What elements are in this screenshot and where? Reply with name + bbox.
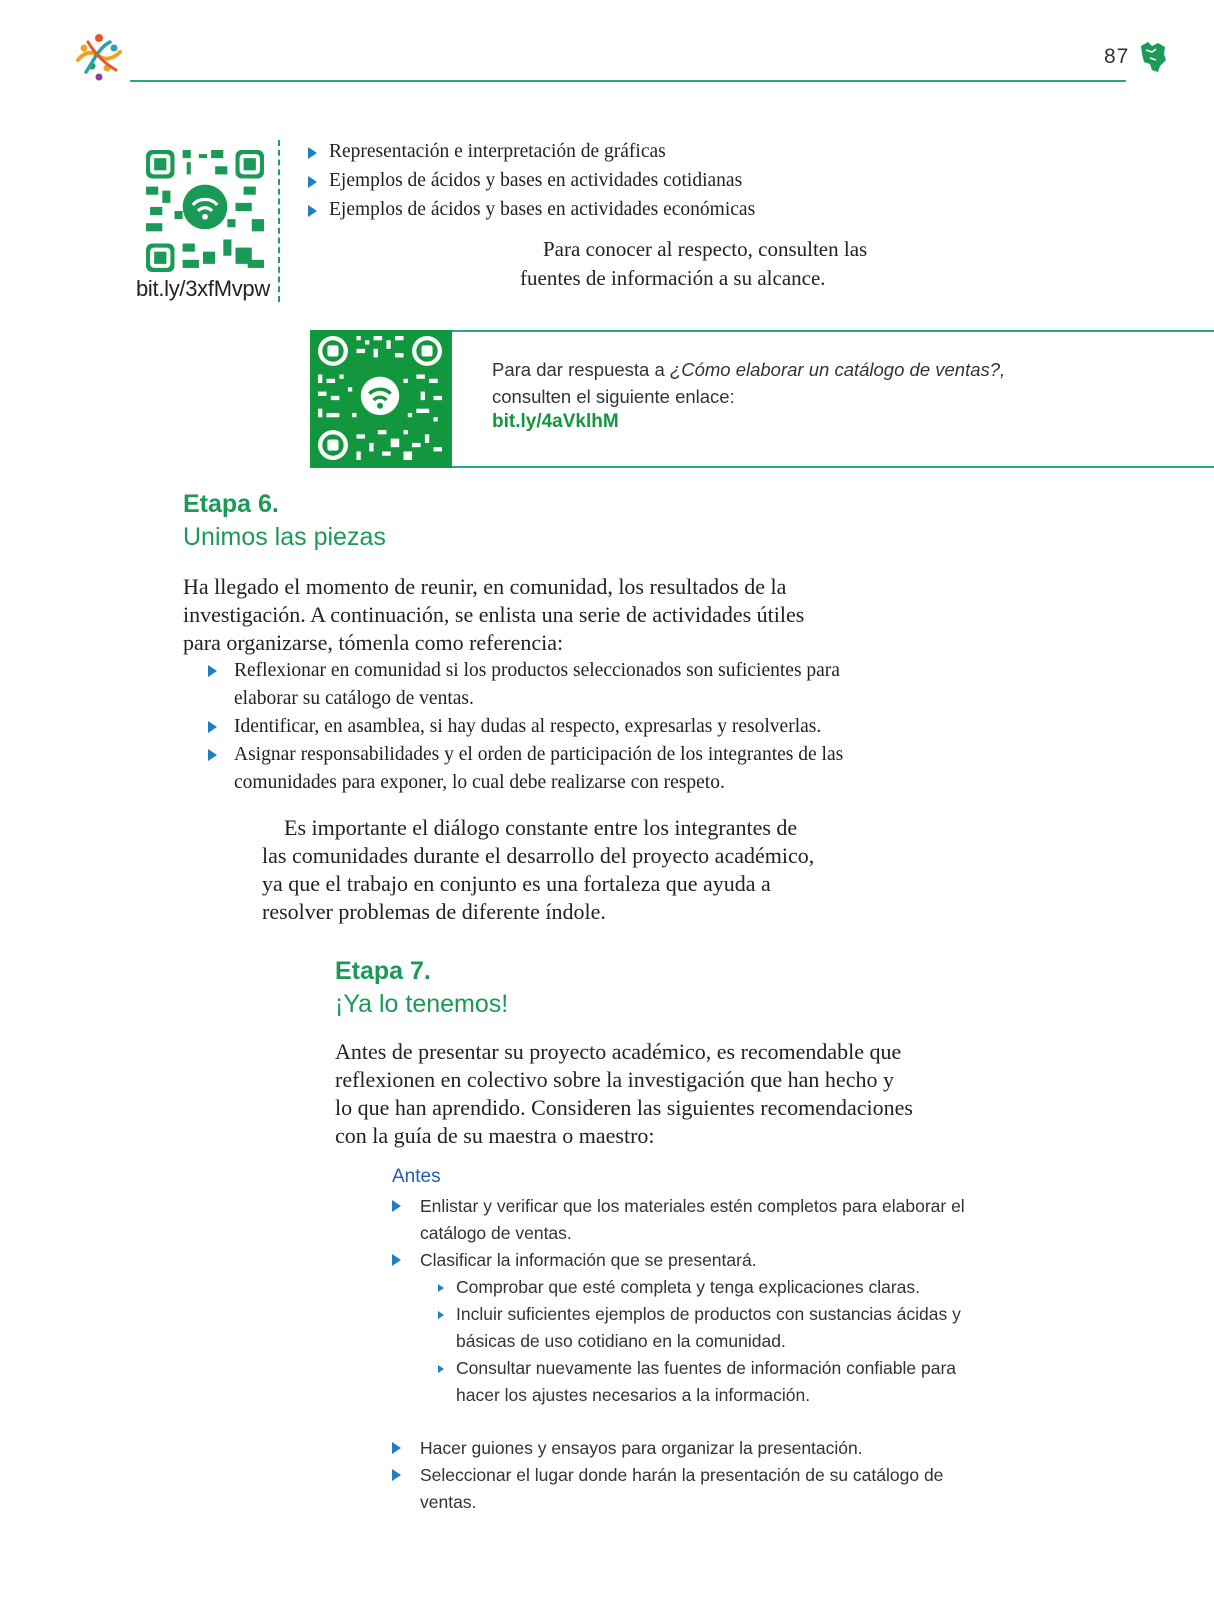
link-box-bottom-rule [450,466,1214,468]
bullet-arrow-icon [308,205,317,217]
bullet-arrow-icon [438,1365,444,1373]
sub-list-item: Comprobar que esté completa y tenga explicaciones claras. [438,1274,992,1301]
stage-6-subtitle: Unimos las piezas [183,523,386,551]
bullet-arrow-icon [438,1311,444,1319]
sub-list-item: Consultar nuevamente las fuentes de información confiable para hacer los ajustes necesarios a la información. [438,1355,992,1409]
bullet-arrow-icon [308,176,317,188]
qr-link-url[interactable]: bit.ly/3xfMvpw [136,276,270,301]
list-item: Hacer guiones y ensayos para organizar la presentación. [392,1435,992,1462]
stage-6-note: Es importante el diálogo constante entre los integrantes de las comunidades durante el desarrollo del proyecto académico, ya que el trabajo en conjunto es una fortaleza que ayuda a resolver problemas de diferente índole. [262,815,815,924]
bullet-arrow-icon [308,147,317,159]
qr-code-icon [146,150,264,272]
list-item: Reflexionar en comunidad si los productos seleccionados son suficientes para elaborar su catálogo de ventas. [208,657,868,713]
sub-list [420,1274,992,1409]
catalog-link[interactable]: bit.ly/4aVklhM [492,411,619,432]
bullet-arrow-icon [208,749,217,761]
green-map-icon [1138,40,1168,74]
qr-code-icon [318,336,442,460]
topics-list [308,137,755,224]
bullet-arrow-icon [392,1200,401,1212]
list-item: Identificar, en asamblea, si hay dudas al respecto, expresarlas y resolverlas. [208,713,868,741]
stage-6-intro: Ha llegado el momento de reunir, en comunidad, los resultados de la investigación. A continuación, se enlista una serie de actividades útiles para organizarse, tómenla como referencia: [183,574,805,655]
antes-heading: Antes [392,1166,441,1187]
list-item: Clasificar la información que se presentará. Comprobar que esté completa y tenga explicaciones claras. Incluir suficientes ejemplos de productos con sustancias ácidas y básicas de uso cotidiano en la comunidad. Consultar nuevamente las fuentes de información confiable para hacer los ajustes necesarios a la información. [392,1247,992,1409]
bullet-arrow-icon [392,1442,401,1454]
bullet-arrow-icon [438,1284,444,1292]
stage-6-activities [208,657,868,797]
community-logo-icon [72,30,126,84]
bullet-arrow-icon [392,1254,401,1266]
stage-7-subtitle: ¡Ya lo tenemos! [335,990,509,1018]
sub-list-item: Incluir suficientes ejemplos de productos con sustancias ácidas y básicas de uso cotidiano en la comunidad. [438,1301,992,1355]
antes-list [392,1193,992,1516]
bullet-arrow-icon [392,1469,401,1481]
dashed-divider [278,140,280,302]
bullet-arrow-icon [208,721,217,733]
bullet-arrow-icon [208,665,217,677]
stage-7-title: Etapa 7. [335,957,431,985]
sources-note: Para conocer al respecto, consulten las fuentes de información a su alcance. [520,237,868,290]
list-item: Asignar responsabilidades y el orden de participación de los integrantes de las comunidades para exponer, lo cual debe realizarse con respeto. [208,741,868,797]
list-item: Representación e interpretación de gráficas [308,137,755,166]
page-number: 87 [1104,45,1130,68]
link-box-top-rule [450,330,1214,332]
list-item: Enlistar y verificar que los materiales estén completos para elaborar el catálogo de ventas. [392,1193,992,1247]
list-item: Ejemplos de ácidos y bases en actividades económicas [308,195,755,224]
link-instructions: Para dar respuesta a ¿Cómo elaborar un catálogo de ventas?, consulten el siguiente enlace: [492,359,1006,407]
stage-6-title: Etapa 6. [183,490,279,518]
header-rule [130,80,1126,82]
list-item: Seleccionar el lugar donde harán la presentación de su catálogo de ventas. [392,1462,992,1516]
stage-7-intro: Antes de presentar su proyecto académico, es recomendable que reflexionen en colectivo sobre la investigación que han hecho y lo que han aprendido. Consideren las siguientes recomendaciones con la guía de su maestra o maestro: [335,1039,913,1148]
list-item: Ejemplos de ácidos y bases en actividades cotidianas [308,166,755,195]
